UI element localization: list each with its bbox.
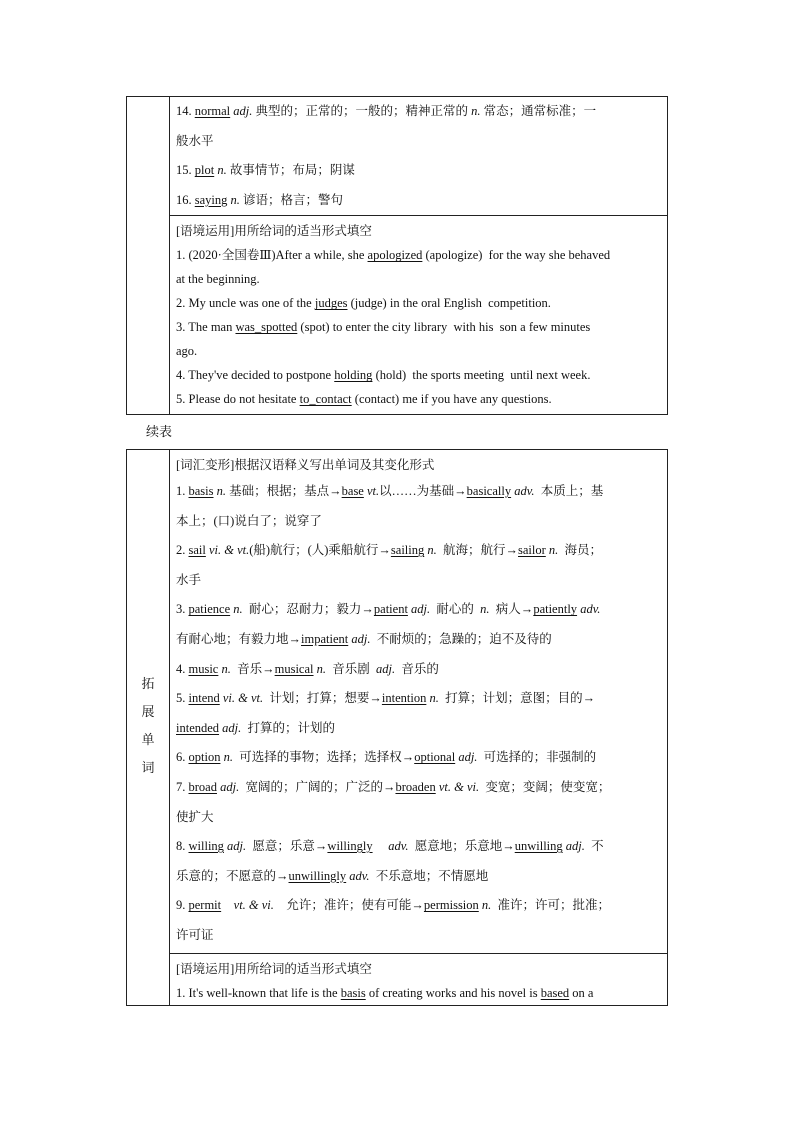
definition-text: 病人→	[492, 602, 534, 617]
vocab-transform-line	[176, 536, 661, 566]
answer-word: basis	[188, 484, 214, 498]
sentence-3: 3. The man was_spotted (spot) to enter the city library with his son a few minutes	[176, 320, 591, 335]
answer-word: sail	[188, 543, 206, 558]
context-header-2: [语境运用]用所给词的适当形式填空	[176, 961, 372, 976]
answer-word: permission	[423, 898, 479, 913]
definition-text: 许可证	[176, 927, 214, 942]
answer-word: music	[188, 661, 219, 676]
sentence-1-wrap: at the beginning.	[176, 272, 260, 287]
definition-text: 本上；(口)说白了；说穿了	[176, 513, 322, 528]
definition-text: 准许；许可；批准；	[494, 898, 611, 913]
definition-text: (船)航行；(人)乘船航行→	[249, 543, 391, 558]
vocab-line-15: 15. plot n. 故事情节；布局；阴谋	[176, 163, 355, 178]
definition-text: 音乐的	[398, 661, 439, 676]
part-of-speech: n.	[426, 691, 442, 706]
answer-word: willingly	[327, 839, 373, 854]
answer-word: impatient	[301, 631, 349, 646]
answer-word: intend	[188, 691, 220, 706]
sentence-4: 4. They've decided to postpone holding (hold) the sports meeting until next week.	[176, 368, 591, 383]
part-of-speech: n.	[424, 543, 440, 558]
part-of-speech: vi. & vt.	[219, 691, 267, 706]
definition-text: 不乐意地；不情愿地	[372, 868, 489, 883]
definition-text: 愿意地；乐意地→	[411, 839, 515, 854]
vocab-transform-line	[176, 714, 661, 744]
answer-word: patiently	[533, 602, 578, 617]
answer-word: sailor	[518, 543, 546, 558]
part-of-speech: adj.	[219, 720, 245, 735]
vocab-transform-line	[176, 832, 661, 862]
definition-text: 5.	[176, 691, 189, 706]
answer-word: permit	[188, 898, 222, 913]
part-of-speech: n.	[480, 602, 493, 617]
definition-text: 1.	[176, 484, 189, 498]
part-of-speech: adj.	[348, 631, 374, 646]
part-of-speech: n.	[230, 602, 246, 617]
definition-text: 音乐剧	[329, 661, 377, 676]
part-of-speech: adv.	[346, 868, 373, 883]
definition-text: 计划；打算；想要→	[266, 691, 382, 706]
vocab-transform-cell	[170, 450, 668, 954]
vocab-transform-line	[176, 477, 661, 507]
vocab-transform-line	[176, 743, 661, 773]
part-of-speech: adj.	[216, 779, 243, 794]
part-of-speech: vi. & vt.	[205, 543, 250, 558]
answer-word: base	[341, 484, 364, 498]
definition-text: 愿意；乐意→	[249, 839, 328, 854]
definition-text: 7.	[176, 779, 189, 794]
vocab-transform-line	[176, 891, 661, 921]
answer-word: intention	[381, 691, 427, 706]
vocab-transform-line	[176, 507, 661, 537]
sentence-1: 1. (2020·全国卷Ⅲ)After a while, she apologized (apologize) for the way she behaved	[176, 248, 611, 263]
section-label-cell	[127, 450, 170, 1006]
part-of-speech: vt. & vi.	[221, 898, 281, 913]
part-of-speech: adj.	[376, 661, 399, 676]
answer-word: unwillingly	[288, 868, 347, 883]
vocab-transform-line	[176, 655, 661, 685]
answer-word: musical	[274, 661, 314, 676]
sentence-5: 5. Please do not hesitate to_contact (contact) me if you have any questions.	[176, 392, 552, 407]
definition-text: 6.	[176, 750, 189, 765]
definition-text: 以……为基础→	[379, 484, 467, 498]
context-sentence-1: 1. It's well-known that life is the basis of creating works and his novel is based on a	[176, 985, 594, 1000]
part-of-speech: vt. & vi.	[435, 779, 483, 794]
answer-word: option	[188, 750, 221, 765]
vocab-transform-line	[176, 625, 661, 655]
part-of-speech: adj.	[407, 602, 434, 617]
vocab-table-bottom	[126, 449, 668, 1006]
part-of-speech: adj.	[562, 839, 588, 854]
definition-text: 音乐→	[233, 661, 275, 676]
answer-word: sailing	[390, 543, 425, 558]
part-of-speech: n.	[213, 484, 230, 498]
sentence-2: 2. My uncle was one of the judges (judge) in the oral English competition.	[176, 296, 551, 311]
definition-text: 8.	[176, 839, 189, 854]
definition-text: 不耐烦的；急躁的；迫不及待的	[373, 631, 552, 646]
definition-text: 3.	[176, 602, 189, 617]
vocab-line-16: 16. saying n. 谚语；格言；警句	[176, 192, 344, 207]
part-of-speech: vt.	[363, 484, 380, 498]
part-of-speech: n.	[218, 661, 234, 676]
vocab-line-14-wrap: 般水平	[176, 133, 214, 148]
part-of-speech: adj.	[223, 839, 250, 854]
vocab-transform-line	[176, 566, 661, 596]
definition-text: 海员；	[561, 543, 603, 558]
definition-text: 不	[588, 839, 604, 854]
answer-word: intended	[176, 720, 220, 735]
context-header: [语境运用]用所给词的适当形式填空	[176, 224, 372, 239]
answer-word: broaden	[395, 779, 436, 794]
vocab-transform-line	[176, 773, 661, 803]
answer-word: broad	[188, 779, 217, 794]
part-of-speech: adj.	[455, 750, 481, 765]
answer-word: unwilling	[514, 839, 563, 854]
vocab-transform-line	[176, 921, 661, 951]
definition-text: 2.	[176, 543, 189, 558]
part-of-speech: adv.	[511, 484, 538, 498]
context-cell	[170, 216, 668, 415]
section-label: 拓 展 单 词	[141, 677, 155, 777]
answer-word: basically	[466, 484, 512, 498]
definition-text: 4.	[176, 661, 189, 676]
vocab-transform-line	[176, 862, 661, 892]
definition-text: 打算的；计划的	[244, 720, 336, 735]
part-of-speech: n.	[220, 750, 237, 765]
part-of-speech: n.	[313, 661, 330, 676]
part-of-speech: n.	[545, 543, 562, 558]
sentence-3-wrap: ago.	[176, 344, 198, 359]
definition-text: 打算；计划；意图；目的→	[441, 691, 596, 706]
answer-word: patience	[188, 602, 231, 617]
answer-word: optional	[414, 750, 456, 765]
definition-text: 耐心的	[433, 602, 481, 617]
definition-text: 航海；航行→	[439, 543, 519, 558]
answer-word: patient	[373, 602, 408, 617]
vocab-transform-line	[176, 803, 661, 833]
definition-text: 有耐心地；有毅力地→	[176, 631, 302, 646]
vocab-transform-lines	[176, 477, 661, 951]
part-of-speech: adv.	[372, 839, 412, 854]
definition-text: 可选择的事物；选择；选择权→	[236, 750, 415, 765]
vocab-line-14: 14. normal adj. 典型的；正常的；一般的；精神正常的 n. 常态；通常标准；一	[176, 104, 597, 118]
vocab-table-top	[126, 96, 668, 415]
vocab-transform-header: [词汇变形]根据汉语释义写出单词及其变化形式	[176, 458, 435, 472]
part-of-speech: n.	[478, 898, 495, 913]
definition-text: 宽阔的；广阔的；广泛的→	[242, 779, 396, 794]
definition-text: 本质上；基	[537, 484, 604, 498]
context-cell-2	[170, 953, 668, 1005]
vocab-transform-line	[176, 684, 661, 714]
definition-text: 可选择的；非强制的	[480, 750, 597, 765]
vocab-cell	[170, 97, 668, 216]
definition-text: 水手	[176, 572, 202, 587]
definition-text: 9.	[176, 898, 189, 913]
definition-text: 乐意的；不愿意的→	[176, 868, 289, 883]
definition-text: 变宽；变阔；使变宽；	[482, 779, 611, 794]
vocab-transform-line	[176, 595, 661, 625]
continued-label: 续表	[146, 425, 173, 440]
definition-text: 允许；准许；使有可能→	[280, 898, 424, 913]
part-of-speech: adv.	[577, 602, 601, 617]
answer-word: willing	[188, 839, 224, 854]
definition-text: 基础；根据；基点→	[229, 484, 342, 498]
definition-text: 使扩大	[176, 809, 214, 824]
definition-text: 耐心；忍耐力；毅力→	[245, 602, 374, 617]
label-cell-empty	[127, 97, 170, 415]
